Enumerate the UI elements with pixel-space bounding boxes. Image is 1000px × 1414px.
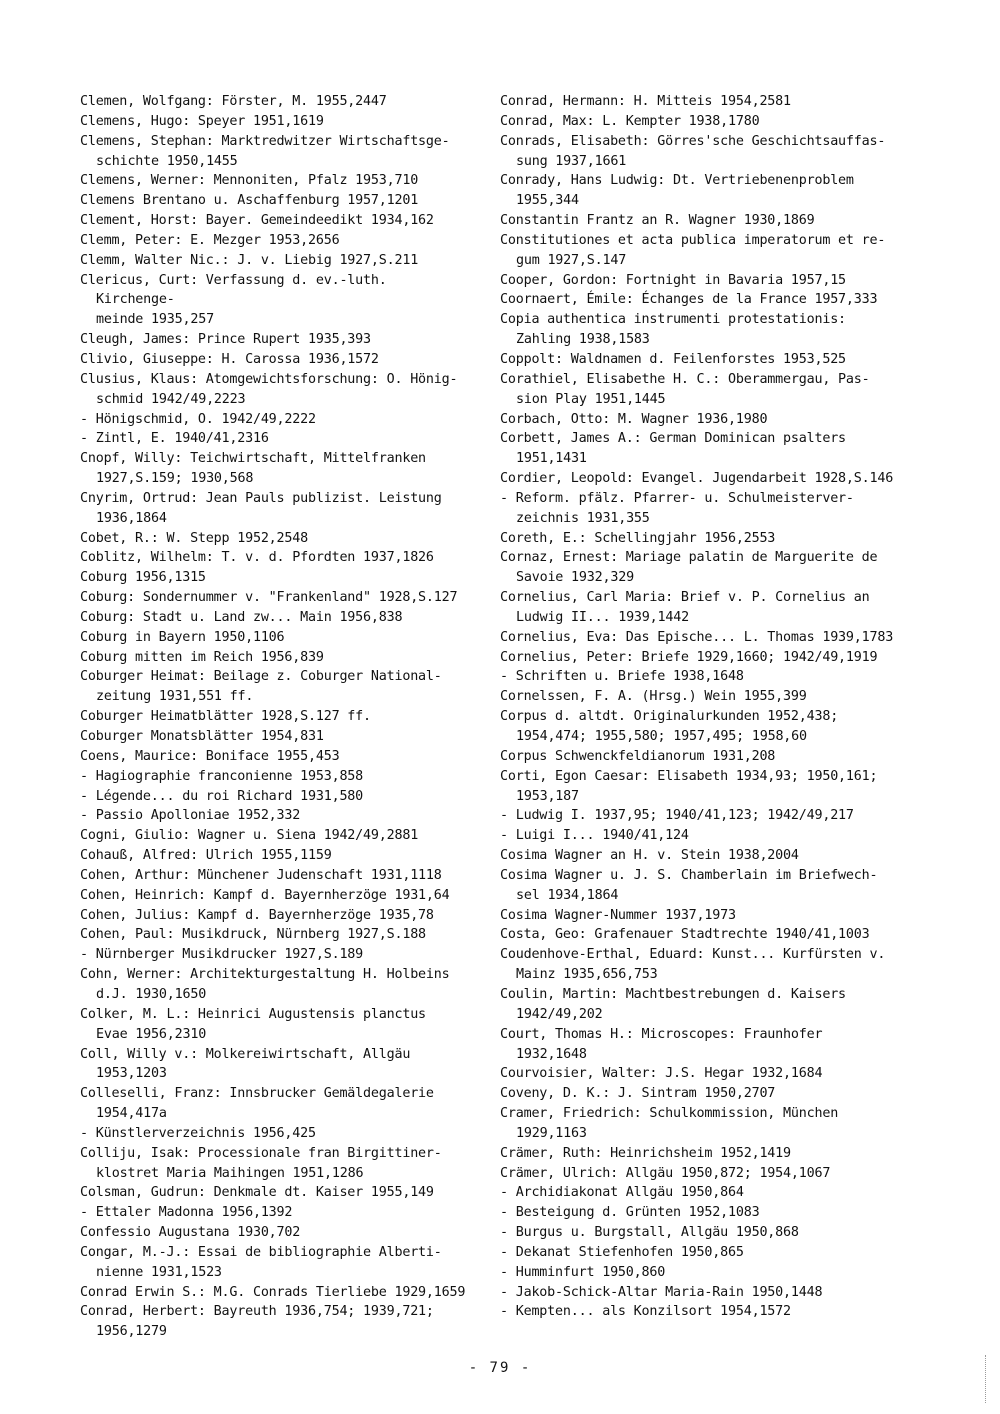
index-entry-line: Cornelssen, F. A. (Hrsg.) Wein 1955,399 (500, 689, 807, 705)
index-entry-line: Costa, Geo: Grafenauer Stadtrechte 1940/41,1003 (500, 927, 870, 943)
index-entry (80, 251, 472, 271)
index-entry (500, 171, 915, 211)
index-entry-line: klostret Maria Maihingen 1951,1286 (96, 1165, 364, 1181)
index-entry (80, 429, 472, 449)
index-entry-line: - Reform. pfälz. Pfarrer- u. Schulmeisterver- (500, 490, 854, 506)
page-number: - 79 - (468, 1360, 532, 1376)
index-entry-line: - Humminfurt 1950,860 (500, 1264, 666, 1280)
index-entry (80, 826, 472, 846)
index-entry-line: Cornelius, Peter: Briefe 1929,1660; 1942/49,1919 (500, 649, 878, 665)
right-column (500, 92, 915, 1322)
index-entry-line: Colsman, Gudrun: Denkmale dt. Kaiser 1955,149 (80, 1185, 434, 1201)
index-entry (500, 985, 915, 1025)
index-entry (500, 1243, 915, 1263)
index-entry-line: Coornaert, Émile: Échanges de la France 1957,333 (500, 292, 878, 308)
index-entry (500, 747, 915, 767)
index-entry-line: Coburg mitten im Reich 1956,839 (80, 649, 324, 665)
index-entry-line: Clemens, Hugo: Speyer 1951,1619 (80, 113, 324, 129)
index-entry-line: - Luigi I... 1940/41,124 (500, 828, 689, 844)
index-entry-line: Clemm, Peter: E. Mezger 1953,2656 (80, 232, 340, 248)
index-entry (80, 1183, 472, 1203)
index-entry (500, 846, 915, 866)
index-entry-line: - Zintl, E. 1940/41,2316 (80, 431, 269, 447)
index-entry-line: Coens, Maurice: Boniface 1955,453 (80, 748, 340, 764)
index-entry (80, 92, 472, 112)
index-entry-line: 1954,474; 1955,580; 1957,495; 1958,60 (516, 729, 807, 744)
index-entry-line: schmid 1942/49,2223 (96, 391, 246, 407)
index-entry (500, 310, 915, 350)
index-entry (80, 1283, 472, 1303)
index-entry-line: Coburg: Stadt u. Land zw... Main 1956,838 (80, 609, 403, 625)
index-entry-line: Clemm, Walter Nic.: J. v. Liebig 1927,S.211 (80, 252, 419, 268)
index-entry-line: Coulin, Martin: Machtbestrebungen d. Kaisers (500, 986, 846, 1002)
index-entry-line: Clemens, Werner: Mennoniten, Pfalz 1953,710 (80, 173, 419, 189)
index-entry (80, 1124, 472, 1144)
index-entry-line: Corpus Schwenckfeldianorum 1931,208 (500, 748, 776, 764)
index-entry (80, 707, 472, 727)
index-entry (80, 1045, 472, 1085)
index-entry-line: Conrads, Elisabeth: Görres'sche Geschichtsauffas- (500, 133, 886, 149)
index-entry (80, 608, 472, 628)
index-entry-line: 1953,1203 (96, 1066, 167, 1082)
index-entry (500, 767, 915, 807)
index-entry (500, 469, 915, 489)
index-entry-line: Cordier, Leopold: Evangel. Jugendarbeit 1928,S.146 (500, 471, 894, 487)
index-entry-line: d.J. 1930,1650 (96, 986, 207, 1002)
index-entry-line: Crämer, Ruth: Heinrichsheim 1952,1419 (500, 1145, 791, 1161)
index-entry-line: Cohen, Heinrich: Kampf d. Bayernherzöge 1931,64 (80, 887, 450, 903)
index-entry-line: - Kempten... als Konzilsort 1954,1572 (500, 1304, 791, 1320)
index-entry (80, 886, 472, 906)
index-entry-line: - Hönigschmid, O. 1942/49,2222 (80, 411, 316, 427)
index-entry (500, 648, 915, 668)
index-entry (500, 1084, 915, 1104)
index-entry (80, 529, 472, 549)
index-entry-line: - Dekanat Stiefenhofen 1950,865 (500, 1244, 744, 1260)
index-entry-line: Clemens, Stephan: Marktredwitzer Wirtschaftsge- (80, 133, 450, 149)
index-entry-line: Cohen, Arthur: Münchener Judenschaft 1931,1118 (80, 867, 442, 883)
index-entry-line: Courvoisier, Walter: J.S. Hegar 1932,1684 (500, 1066, 823, 1082)
index-entry (500, 370, 915, 410)
index-entry (500, 866, 915, 906)
index-entry-line: - Schriften u. Briefe 1938,1648 (500, 669, 744, 685)
index-entry-line: Cogni, Giulio: Wagner u. Siena 1942/49,2881 (80, 828, 419, 844)
index-entry-line: 1955,344 (516, 193, 579, 209)
index-entry (500, 1104, 915, 1144)
index-entry-line: Conrad, Max: L. Kempter 1938,1780 (500, 113, 760, 129)
index-entry-line: - Künstlerverzeichnis 1956,425 (80, 1125, 316, 1141)
index-entry-line: 1936,1864 (96, 510, 167, 526)
index-entry-line: Constantin Frantz an R. Wagner 1930,1869 (500, 213, 815, 229)
index-entry-line: meinde 1935,257 (96, 312, 214, 328)
index-entry-line: Coburger Monatsblätter 1954,831 (80, 729, 324, 744)
index-entry-line: Cobet, R.: W. Stepp 1952,2548 (80, 530, 308, 546)
index-entry (500, 588, 915, 628)
index-entry-line: Coblitz, Wilhelm: T. v. d. Pfordten 1937,1826 (80, 550, 434, 566)
index-entry-line: Confessio Augustana 1930,702 (80, 1225, 301, 1241)
index-entry (500, 350, 915, 370)
index-entry (80, 211, 472, 231)
index-entry (80, 350, 472, 370)
index-entry (500, 628, 915, 648)
index-entry-line: Corpus d. altdt. Originalurkunden 1952,438; (500, 709, 839, 725)
index-entry-line: Cohen, Paul: Musikdruck, Nürnberg 1927,S.188 (80, 927, 426, 943)
index-entry-line: Crämer, Ulrich: Allgäu 1950,872; 1954,1067 (500, 1165, 831, 1181)
index-entry-line: 1932,1648 (516, 1046, 587, 1062)
index-entry-line: Cohn, Werner: Architekturgestaltung H. Holbeins (80, 967, 450, 983)
index-entry-line: Corti, Egon Caesar: Elisabeth 1934,93; 1950,161; (500, 768, 878, 784)
index-entry-line: Congar, M.-J.: Essai de bibliographie Alberti- (80, 1244, 442, 1260)
index-entry (80, 489, 472, 529)
index-entry-line: Cornaz, Ernest: Mariage palatin de Marguerite de (500, 550, 878, 566)
index-entry (80, 945, 472, 965)
index-entry (80, 806, 472, 826)
index-entry (500, 906, 915, 926)
index-entry-line: Cooper, Gordon: Fortnight in Bavaria 1957,15 (500, 272, 846, 288)
index-entry-line: schichte 1950,1455 (96, 153, 238, 169)
index-entry-line: Cohen, Julius: Kampf d. Bayernherzöge 1935,78 (80, 907, 434, 923)
index-entry-line: Conrad Erwin S.: M.G. Conrads Tierliebe 1929,1659 (80, 1284, 466, 1300)
index-entry (500, 410, 915, 430)
index-entry (80, 1084, 472, 1124)
index-entry (80, 1223, 472, 1243)
index-entry (80, 330, 472, 350)
index-entry (80, 548, 472, 568)
index-entry (80, 568, 472, 588)
index-entry (500, 271, 915, 291)
index-entry (500, 1183, 915, 1203)
index-entry (500, 231, 915, 271)
index-entry-line: 1954,417a (96, 1106, 167, 1122)
index-entry-line: Coburg 1956,1315 (80, 570, 206, 586)
index-entry (80, 370, 472, 410)
index-entry-line: Cohauß, Alfred: Ulrich 1955,1159 (80, 848, 332, 864)
index-entry-line: - Nürnberger Musikdrucker 1927,S.189 (80, 947, 364, 963)
index-entry-line: Cornelius, Carl Maria: Brief v. P. Cornelius an (500, 590, 870, 606)
index-entry-line: Cosima Wagner u. J. S. Chamberlain im Briefwech- (500, 867, 878, 883)
left-column (80, 92, 472, 1342)
index-entry-line: Ludwig II... 1939,1442 (516, 609, 689, 625)
index-entry (80, 1302, 472, 1342)
index-entry-line: sel 1934,1864 (516, 887, 619, 903)
index-entry-line: Coburger Heimat: Beilage z. Coburger National- (80, 669, 442, 685)
index-entry (80, 588, 472, 608)
margin-mark (985, 1355, 987, 1403)
index-entry-line: 1942/49,202 (516, 1006, 603, 1022)
index-entry-line: 1929,1163 (516, 1125, 587, 1141)
index-entry-line: Cornelius, Eva: Das Epische... L. Thomas 1939,1783 (500, 629, 894, 645)
index-entry (500, 707, 915, 747)
index-entry (80, 1243, 472, 1283)
index-entry (500, 1025, 915, 1065)
index-entry (500, 489, 915, 529)
index-entry-line: - Archidiakonat Allgäu 1950,864 (500, 1185, 744, 1201)
index-entry-line: Colliju, Isak: Processionale fran Birgittiner- (80, 1145, 442, 1161)
index-entry-line: Copia authentica instrumenti protestationis: (500, 312, 846, 328)
index-entry (80, 925, 472, 945)
index-entry (500, 1223, 915, 1243)
index-entry-line: Conrad, Herbert: Bayreuth 1936,754; 1939,721; (80, 1304, 434, 1320)
index-entry (500, 667, 915, 687)
index-entry (80, 1144, 472, 1184)
index-entry-line: Evae 1956,2310 (96, 1026, 207, 1042)
index-entry-line: Colleselli, Franz: Innsbrucker Gemäldegalerie (80, 1086, 434, 1102)
index-entry-line: sung 1937,1661 (516, 153, 627, 169)
index-entry (500, 548, 915, 588)
index-entry (80, 132, 472, 172)
index-entry (80, 410, 472, 430)
index-entry-line: zeichnis 1931,355 (516, 510, 650, 526)
index-entry-line: Coburg in Bayern 1950,1106 (80, 629, 285, 645)
index-entry-line: Corbett, James A.: German Dominican psalters (500, 431, 846, 447)
index-entry (500, 1263, 915, 1283)
index-entry (500, 945, 915, 985)
index-entry (500, 290, 915, 310)
index-entry (500, 1164, 915, 1184)
index-entry (500, 132, 915, 172)
index-entry (80, 449, 472, 489)
index-entry-line: nienne 1931,1523 (96, 1264, 222, 1280)
index-entry (500, 925, 915, 945)
index-entry (500, 687, 915, 707)
index-entry (80, 171, 472, 191)
index-entry-line: Coreth, E.: Schellingjahr 1956,2553 (500, 530, 776, 546)
index-entry-line: zeitung 1931,551 ff. (96, 689, 254, 705)
index-entry (500, 112, 915, 132)
index-entry-line: Cosima Wagner-Nummer 1937,1973 (500, 907, 736, 923)
index-entry-line: Clericus, Curt: Verfassung d. ev.-luth. Kirchenge- (80, 272, 395, 308)
index-entry (80, 112, 472, 132)
index-entry-line: - Ettaler Madonna 1956,1392 (80, 1205, 293, 1221)
index-entry (500, 826, 915, 846)
index-entry-line: Constitutiones et acta publica imperatorum et re- (500, 232, 886, 248)
index-entry-line: - Passio Apolloniae 1952,332 (80, 808, 301, 824)
index-entry (80, 231, 472, 251)
index-entry-line: Corathiel, Elisabethe H. C.: Oberammergau, Pas- (500, 371, 870, 387)
index-entry-line: Conrad, Hermann: H. Mitteis 1954,2581 (500, 94, 791, 109)
index-entry-line: Colker, M. L.: Heinrici Augustensis planctus (80, 1006, 426, 1022)
index-entry (500, 1302, 915, 1322)
index-entry (500, 1144, 915, 1164)
index-entry-line: Court, Thomas H.: Microscopes: Fraunhofer (500, 1026, 823, 1042)
index-entry-line: 1953,187 (516, 788, 579, 804)
index-entry-line: Cnyrim, Ortrud: Jean Pauls publizist. Leistung (80, 490, 442, 506)
index-entry-line: - Besteigung d. Grünten 1952,1083 (500, 1205, 760, 1221)
index-entry (80, 648, 472, 668)
index-entry-line: Clivio, Giuseppe: H. Carossa 1936,1572 (80, 351, 379, 367)
index-entry (80, 866, 472, 886)
index-entry-line: Cnopf, Willy: Teichwirtschaft, Mittelfranken (80, 451, 426, 467)
index-entry (500, 1064, 915, 1084)
index-entry-line: sion Play 1951,1445 (516, 391, 666, 407)
index-entry-line: Coburger Heimatblätter 1928,S.127 ff. (80, 709, 371, 725)
index-entry (500, 211, 915, 231)
index-entry (80, 667, 472, 707)
index-entry (500, 806, 915, 826)
index-entry-line: Savoie 1932,329 (516, 570, 634, 586)
index-entry-line: Clement, Horst: Bayer. Gemeindeedikt 1934,162 (80, 213, 434, 229)
index-entry-line: - Burgus u. Burgstall, Allgäu 1950,868 (500, 1225, 799, 1241)
index-entry-line: Cosima Wagner an H. v. Stein 1938,2004 (500, 848, 799, 864)
index-entry (80, 747, 472, 767)
index-entry (80, 1203, 472, 1223)
index-entry-line: Corbach, Otto: M. Wagner 1936,1980 (500, 411, 768, 427)
index-entry (80, 767, 472, 787)
index-entry (80, 787, 472, 807)
index-entry-line: Coburg: Sondernummer v. "Frankenland" 1928,S.127 (80, 590, 458, 606)
index-entry (500, 529, 915, 549)
index-entry-line: Clemens Brentano u. Aschaffenburg 1957,1201 (80, 193, 419, 209)
index-entry (500, 1203, 915, 1223)
index-entry (80, 628, 472, 648)
index-entry-line: Clemen, Wolfgang: Förster, M. 1955,2447 (80, 94, 387, 109)
index-entry-line: Coll, Willy v.: Molkereiwirtschaft, Allgäu (80, 1046, 411, 1062)
index-entry-line: Mainz 1935,656,753 (516, 967, 658, 983)
index-entry-line: Conrady, Hans Ludwig: Dt. Vertriebenenproblem (500, 173, 854, 189)
index-entry-line: gum 1927,S.147 (516, 252, 627, 268)
index-entry (500, 1283, 915, 1303)
index-entry (80, 727, 472, 747)
index-entry (80, 846, 472, 866)
index-entry (80, 965, 472, 1005)
index-entry-line: Cleugh, James: Prince Rupert 1935,393 (80, 332, 371, 348)
index-entry-line: Cramer, Friedrich: Schulkommission, München (500, 1106, 839, 1122)
index-entry (80, 191, 472, 211)
index-entry-line: - Hagiographie franconienne 1953,858 (80, 768, 364, 784)
index-entry-line: Coudenhove-Erthal, Eduard: Kunst... Kurfürsten v. (500, 947, 886, 963)
index-entry-line: 1927,S.159; 1930,568 (96, 471, 254, 487)
index-entry (80, 1005, 472, 1045)
index-entry-line: - Légende... du roi Richard 1931,580 (80, 788, 364, 804)
index-entry-line: 1951,1431 (516, 451, 587, 467)
index-entry-line: Clusius, Klaus: Atomgewichtsforschung: O. Hönig- (80, 371, 458, 387)
index-entry (500, 429, 915, 469)
index-entry-line: - Jakob-Schick-Altar Maria-Rain 1950,1448 (500, 1284, 823, 1300)
index-entry (500, 92, 915, 112)
index-entry-line: Zahling 1938,1583 (516, 332, 650, 348)
index-entry-line: - Ludwig I. 1937,95; 1940/41,123; 1942/49,217 (500, 808, 854, 824)
index-entry-line: Coppolt: Waldnamen d. Feilenforstes 1953,525 (500, 351, 846, 367)
index-entry (80, 271, 472, 331)
index-entry-line: Coveny, D. K.: J. Sintram 1950,2707 (500, 1086, 776, 1102)
index-entry (80, 906, 472, 926)
index-entry-line: 1956,1279 (96, 1324, 167, 1340)
